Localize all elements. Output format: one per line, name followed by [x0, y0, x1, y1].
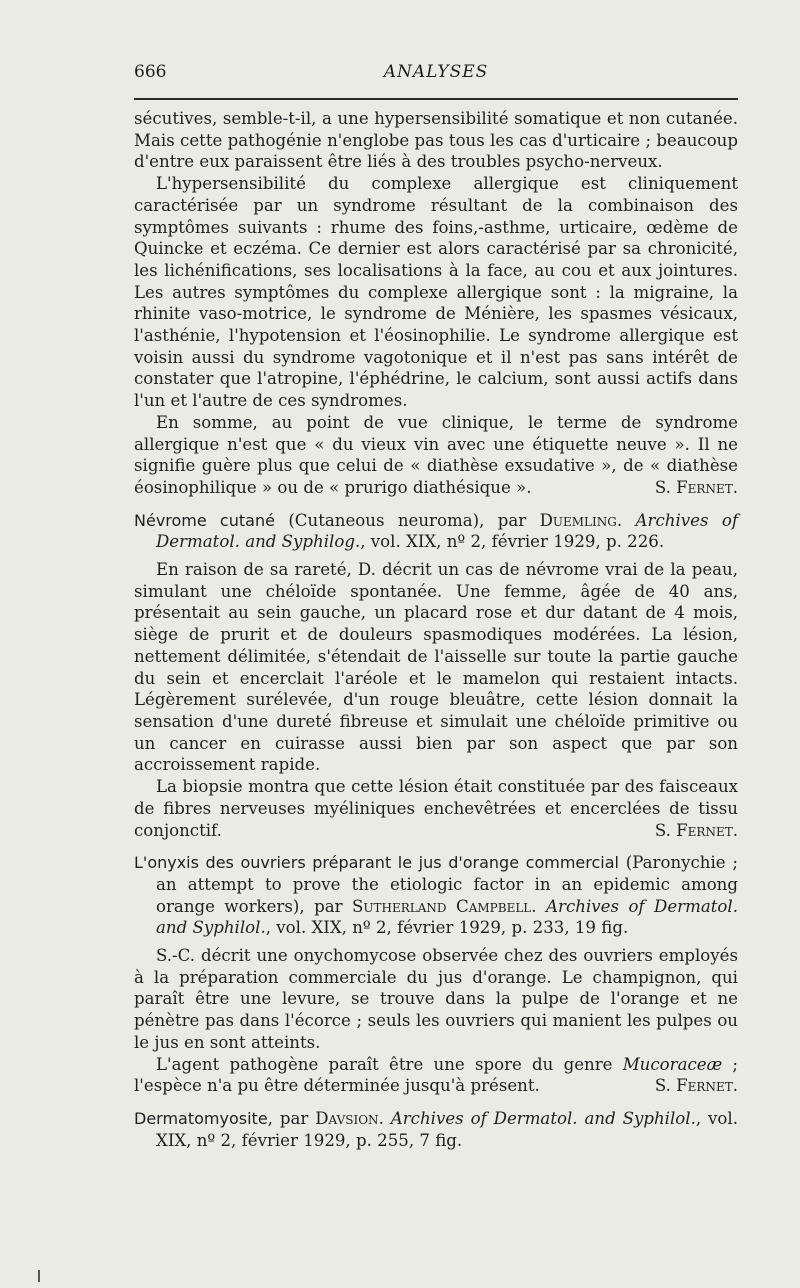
scan-mark — [38, 1270, 40, 1282]
running-title: ANALYSES — [383, 62, 489, 82]
entry-reference: , vol. XIX, nº 2, février 1929, p. 226. — [360, 532, 665, 552]
entry-subtitle: (Paronychie ; an attempt to prove the etiologic factor in an epidemic among orange workers), par — [156, 853, 738, 916]
paragraph-text: ; l'espèce n'a pu être déterminée jusqu'à présent. — [134, 1054, 738, 1096]
entry-reference: , vol. XIX, nº 2, février 1929, p. 233, 19 fig. — [265, 918, 629, 938]
paragraph: L'hypersensibilité du complexe allergique est cliniquement caractérisée par un syndrome résultant de la combinaison des symptômes suivants : rhume des foins,-asthme, urticaire, œdème de Quincke et eczéma. Ce dernier est alors caractérisé par sa chronicité, les lichénifications, ses localisations à la face, au cou et aux jointures. Les autres symptômes du complexe allergique sont : la migraine, la rhinite vaso-motrice, le syndrome de Ménière, les spasmes vésicaux, l'asthénie, l'hypotension et l'éosinophilie. Le syndrome allergique est voisin aussi du syndrome vagotonique et il n'est pas sans intérêt de constater que l'atropine, l'éphédrine, le calcium, sont aussi actifs dans l'un et l'autre de ces syndromes. — [134, 174, 738, 411]
entry-separator: . — [616, 510, 636, 530]
paragraph-text: La biopsie montra que cette lésion était constituée par des faisceaux de fibres nerveuses myéliniques enchevêtrées et encerclées de tissu conjonctif. — [134, 777, 738, 840]
signature: S. Fernet. — [654, 820, 738, 840]
entry-journal: Archives of Dermatol. and Syphilol. — [156, 896, 738, 938]
paragraph: En raison de sa rareté, D. décrit un cas de névrome vrai de la peau, simulant une chéloïde spontanée. Une femme, âgée de 40 ans, présentait au sein gauche, un placard rose et dur datant de 4 mois, siège de prurit et de douleurs spasmodiques modérées. La lésion, nettement délimitée, s'étendait de l'aisselle sur toute la partie gauche du sein et encerclait l'aréole et le mamelon qui restaient intacts. Légèrement surélevée, d'un rouge bleuâtre, cette lésion donnait la sensation d'une dureté fibreuse et simulait une chéloïde primitive ou un cancer en cuirasse aussi bien par son aspect que par son accroissement rapide. — [134, 560, 738, 775]
entry-journal: Archives of Dermatol. and Syphilol. — [390, 1108, 696, 1128]
entry-title: L'onyxis des ouvriers préparant le jus d'orange commercial — [134, 853, 619, 873]
header-rule — [134, 98, 738, 100]
signature: S. Fernet. — [654, 1076, 738, 1096]
entry-separator: . — [378, 1108, 391, 1128]
entry-author: Davsion — [315, 1108, 379, 1128]
entry-separator: . — [531, 896, 547, 916]
entry-journal: Archives of Dermatol. and Syphilog. — [156, 510, 738, 552]
entry-heading — [134, 510, 738, 553]
paragraph: sécutives, semble-t-il, a une hypersensibilité somatique et non cutanée. Mais cette pathogénie n'englobe pas tous les cas d'urticaire ; beaucoup d'entre eux paraissent être liés à des troubles psycho-nerveux. — [134, 109, 738, 172]
entry-subtitle: (Cutaneous neuroma), par — [274, 510, 540, 530]
entry-subtitle: , par — [267, 1108, 316, 1128]
entry-heading — [134, 852, 738, 939]
page-header — [134, 62, 738, 86]
paragraph — [134, 1054, 738, 1097]
entry-author: Sutherland Campbell — [352, 896, 532, 916]
page-body — [134, 108, 738, 1151]
paragraph — [134, 412, 738, 499]
entry-reference: , vol. XIX, nº 2, février 1929, p. 255, 7 fig. — [156, 1108, 738, 1150]
page-number: 666 — [134, 62, 167, 82]
paragraph — [134, 776, 738, 841]
genus-name: Mucoraceæ — [622, 1054, 723, 1074]
signature: S. Fernet. — [654, 477, 738, 497]
paragraph-text: L'agent pathogène paraît être une spore du genre — [156, 1054, 623, 1074]
paragraph-text: En somme, au point de vue clinique, le terme de syndrome allergique n'est que « du vieux vin avec une étiquette neuve ». Il ne signifie guère plus que celui de « diathèse exsudative », de « diathèse éosinophilique » ou de « prurigo diathésique ». — [134, 412, 738, 497]
entry-heading — [134, 1108, 738, 1151]
entry-title: Dermatomyosite — [134, 1108, 268, 1128]
paragraph: S.-C. décrit une onychomycose observée chez des ouvriers employés à la préparation commerciale du jus d'orange. Le champignon, qui paraît être une levure, se trouve dans la pulpe de l'orange et ne pénètre pas dans l'écorce ; seuls les ouvriers qui manient les pulpes ou le jus en sont atteints. — [134, 946, 738, 1052]
entry-title: Névrome cutané — [134, 510, 275, 530]
entry-author: Duemling — [539, 510, 617, 530]
